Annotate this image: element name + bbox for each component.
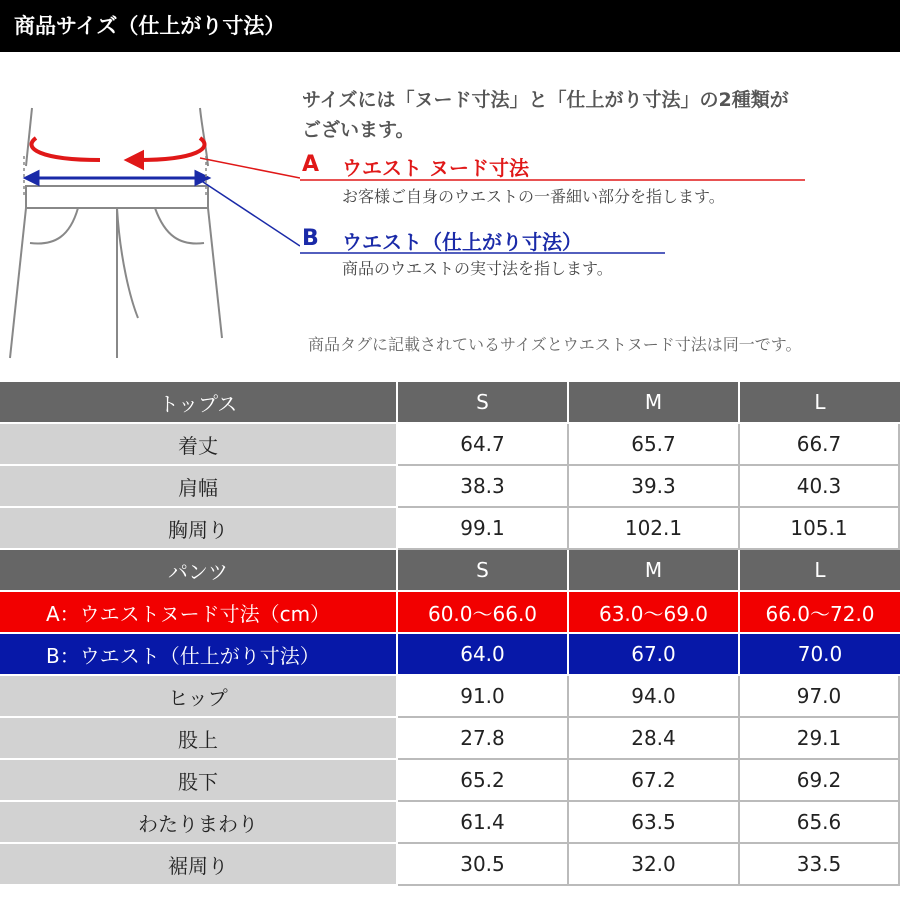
row-label: 股下: [0, 760, 398, 802]
right-pocket: [155, 208, 204, 244]
value-m: 32.0: [569, 844, 740, 886]
value-l: 105.1: [740, 508, 900, 550]
tops-header-m: M: [569, 382, 740, 424]
label-b-title: ウエスト（仕上がり寸法）: [342, 230, 582, 254]
label-a-title: ウエスト ヌード寸法: [342, 156, 529, 180]
value-m: 67.2: [569, 760, 740, 802]
label-a-letter: A: [302, 152, 320, 177]
value-m: 39.3: [569, 466, 740, 508]
row-label: 胸周り: [0, 508, 398, 550]
fly-line: [117, 208, 138, 318]
row-label: 肩幅: [0, 466, 398, 508]
table-row: [0, 508, 900, 550]
table-row: [0, 802, 900, 844]
table-row: [0, 718, 900, 760]
waistband: [26, 186, 208, 208]
size-note: 商品タグに記載されているサイズとウエストヌード寸法は同一です。: [308, 335, 802, 354]
value-s: 61.4: [398, 802, 569, 844]
value-m: 94.0: [569, 676, 740, 718]
pants-illustration: [0, 68, 300, 370]
row-label: 裾周り: [0, 844, 398, 886]
value-s: 64.0: [398, 634, 569, 676]
value-l: 33.5: [740, 844, 900, 886]
value-l: 65.6: [740, 802, 900, 844]
value-m: 102.1: [569, 508, 740, 550]
value-m: 65.7: [569, 424, 740, 466]
row-label: 股上: [0, 718, 398, 760]
value-s: 38.3: [398, 466, 569, 508]
value-l: 29.1: [740, 718, 900, 760]
value-m: 67.0: [569, 634, 740, 676]
pants-header-label: パンツ: [0, 550, 398, 592]
value-l: 66.7: [740, 424, 900, 466]
value-s: 30.5: [398, 844, 569, 886]
tops-header-row: [0, 382, 900, 424]
intro-line-1: サイズには「ヌード寸法」と「仕上がり寸法」の2種類が: [302, 89, 789, 111]
table-row: [0, 760, 900, 802]
value-m: 28.4: [569, 718, 740, 760]
label-a-underline: [300, 178, 810, 182]
value-l: 70.0: [740, 634, 900, 676]
pants-right-outline: [208, 208, 222, 338]
tops-header-s: S: [398, 382, 569, 424]
row-label: B：ウエスト（仕上がり寸法）: [0, 634, 398, 676]
tops-header-l: L: [740, 382, 900, 424]
value-m: 63.5: [569, 802, 740, 844]
pants-header-l: L: [740, 550, 900, 592]
title-bar: [0, 0, 900, 52]
row-label: A：ウエストヌード寸法（cm）: [0, 592, 398, 634]
waist-a-left-arrow: [32, 138, 100, 160]
label-b-letter: B: [302, 226, 319, 251]
waist-b-row: [0, 634, 900, 676]
pants-header-s: S: [398, 550, 569, 592]
value-l: 69.2: [740, 760, 900, 802]
value-s: 27.8: [398, 718, 569, 760]
table-row: [0, 676, 900, 718]
value-l: 97.0: [740, 676, 900, 718]
value-s: 60.0〜66.0: [398, 592, 569, 634]
label-b-underline: [300, 251, 670, 255]
pants-header-row: [0, 550, 900, 592]
intro-line-2: ございます。: [302, 119, 415, 141]
table-row: [0, 466, 900, 508]
value-l: 40.3: [740, 466, 900, 508]
value-l: 66.0〜72.0: [740, 592, 900, 634]
tops-header-label: トップス: [0, 382, 398, 424]
value-s: 64.7: [398, 424, 569, 466]
label-b-description: 商品のウエストの実寸法を指します。: [342, 259, 613, 278]
table-row: [0, 424, 900, 466]
value-m: 63.0〜69.0: [569, 592, 740, 634]
waist-a-arrowhead: [128, 153, 142, 167]
row-label: わたりまわり: [0, 802, 398, 844]
table-row: [0, 844, 900, 886]
row-label: 着丈: [0, 424, 398, 466]
value-s: 65.2: [398, 760, 569, 802]
waist-b-guide: [200, 180, 300, 246]
value-s: 99.1: [398, 508, 569, 550]
waist-a-guide: [200, 158, 300, 178]
pants-left-outline: [10, 208, 26, 358]
waist-a-row: [0, 592, 900, 634]
row-label: ヒップ: [0, 676, 398, 718]
waist-b-arrowhead-left: [26, 172, 38, 184]
left-pocket: [30, 208, 78, 244]
label-a-description: お客様ご自身のウエストの一番細い部分を指します。: [342, 187, 725, 206]
waist-diagram: [0, 68, 900, 370]
page-title: 商品サイズ（仕上がり寸法）: [14, 14, 286, 38]
waist-a-right-arrow: [138, 138, 205, 160]
pants-header-m: M: [569, 550, 740, 592]
torso-left-outline: [26, 108, 32, 166]
value-s: 91.0: [398, 676, 569, 718]
